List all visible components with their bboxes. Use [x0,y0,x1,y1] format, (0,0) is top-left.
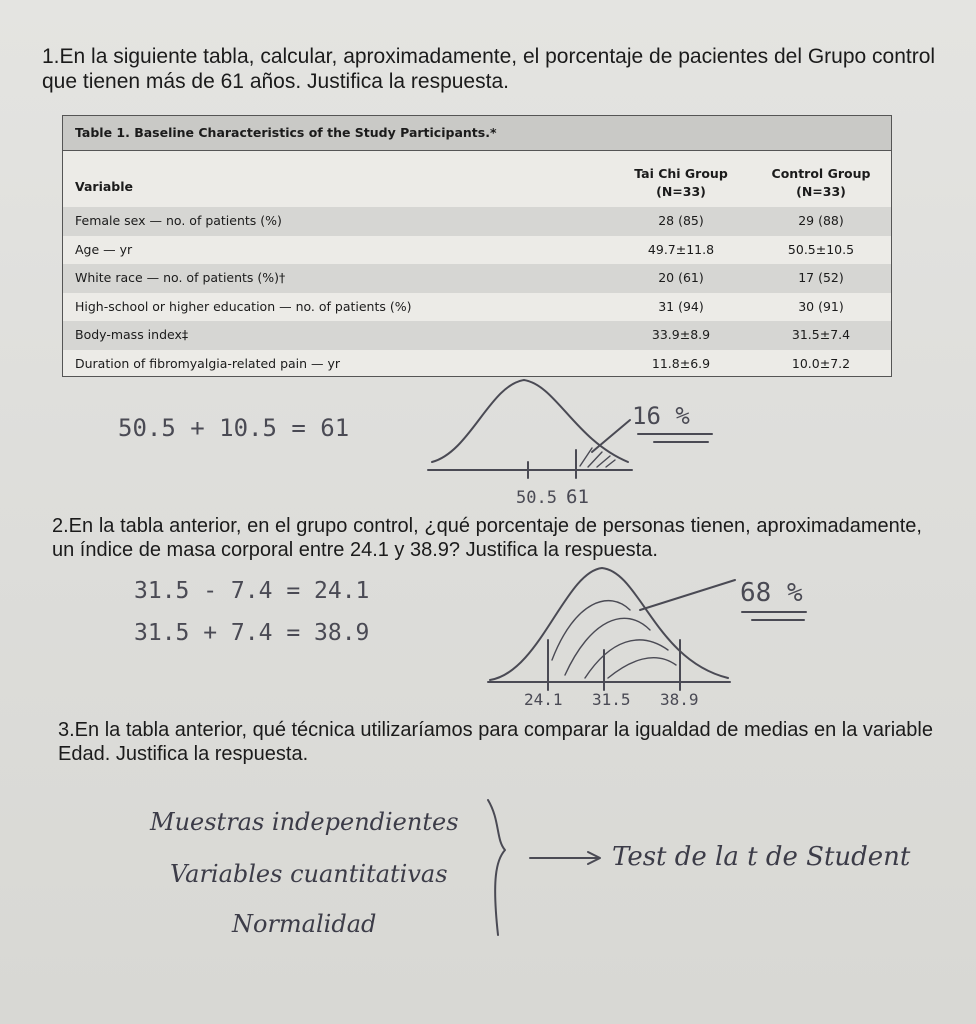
answer2-calc2: 31.5 + 7.4 = 38.9 [134,620,370,646]
row-tai-chi: 11.8±6.9 [651,355,711,371]
answer1-axis-61: 61 [566,486,589,508]
answer1-calc: 50.5 + 10.5 = 61 [118,414,350,442]
shaded-tail-1 [580,448,615,467]
row-control: 17 (52) [798,270,844,286]
row-variable: White race — no. of patients (%)† [75,270,286,286]
row-variable: Duration of fibromyalgia-related pain — yr [75,355,341,371]
row-control: 30 (91) [798,298,844,314]
row-tai-chi: 20 (61) [658,270,704,286]
answer1-axis-mean: 50.5 [516,488,557,508]
row-tai-chi: 49.7±11.8 [647,241,715,257]
header-tai-chi-label: Tai Chi Group [634,166,728,181]
answer3-line2: Variables cuantitativas [170,860,448,888]
bell-curve-1 [432,380,628,462]
question-3: 3.En la tabla anterior, qué técnica utilizaríamos para comparar la igualdad de medias en la variable Edad. Justifica la respuesta. [58,719,933,765]
table-caption: Table 1. Baseline Characteristics of the Study Participants.* [63,116,891,151]
pointer-arrow-2 [640,580,735,610]
row-variable: Age — yr [75,241,133,257]
header-control-n: (N=33) [796,184,846,199]
row-control: 50.5±10.5 [787,241,855,257]
header-tai-chi-n: (N=33) [656,184,706,199]
row-control: 10.0±7.2 [791,355,851,371]
bell-curve-2 [490,568,728,680]
row-tai-chi: 28 (85) [658,213,704,228]
row-variable: High-school or higher education — no. of patients (%) [75,298,412,314]
answer1-result: 16 % [632,402,690,430]
header-control-label: Control Group [771,166,871,181]
answer2-calc1: 31.5 - 7.4 = 24.1 [134,578,370,604]
row-control: 29 (88) [798,213,844,228]
header-variable: Variable [75,179,134,194]
answer2-result: 68 % [740,578,803,608]
answer2-axis-38: 38.9 [660,690,699,709]
answer3-line1: Muestras independientes [150,808,459,836]
row-tai-chi: 33.9±8.9 [651,327,711,343]
answer2-axis-31: 31.5 [592,690,631,709]
question-1: 1.En la siguiente tabla, calcular, aproximadamente, el porcentaje de pacientes del Grupo control que tienen más de 61 años. Justifica la respuesta. [42,45,936,93]
shaded-area-2 [552,601,676,678]
row-tai-chi: 31 (94) [658,298,704,314]
curly-brace [488,800,505,935]
question-2: 2.En la tabla anterior, en el grupo control, ¿qué porcentaje de personas tienen, aproximadamente, un índice de masa corporal entre 24.1 y 38.9? Justifica la respuesta. [52,515,922,561]
answer3-conclusion: Test de la t de Student [612,842,911,872]
pointer-arrow-1 [592,420,630,452]
row-variable: Female sex — no. of patients (%) [75,213,282,228]
answer2-axis-24: 24.1 [524,690,563,709]
row-variable: Body-mass index‡ [75,327,189,343]
answer3-line3: Normalidad [232,910,377,938]
row-control: 31.5±7.4 [791,327,851,343]
